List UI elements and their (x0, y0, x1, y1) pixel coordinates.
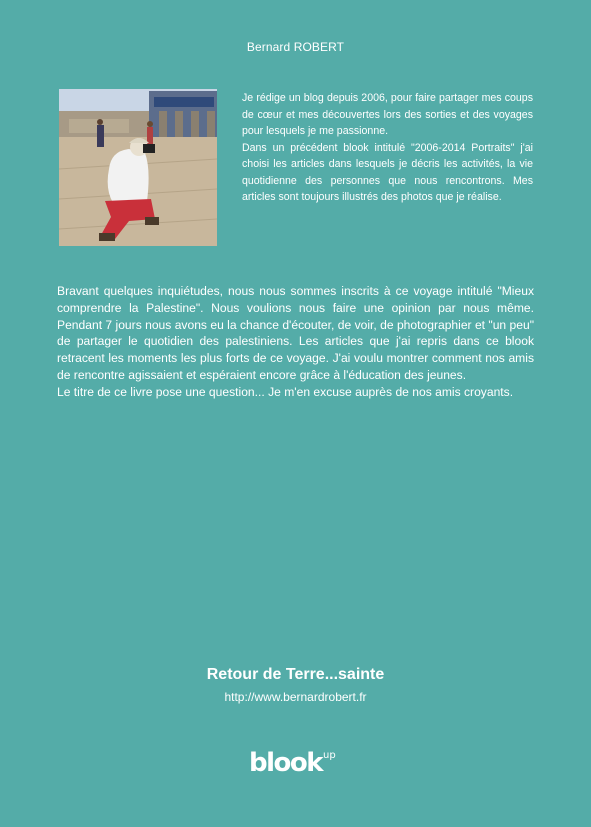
summary-paragraph: Bravant quelques inquiétudes, nous nous sommes inscrits à ce voyage intitulé "Mieux comprendre la Palestine". Nous voulions nous faire une opinion par nous même. Pendant 7 jours nous avons eu la chance d'écouter, de voir, de photographier et "un peu" de partager le quotidien des palestiniens. Les articles que j'ai repris dans ce blook retracent les moments les plus forts de ce voyage. J'ai voulu montrer comment nos amis de rencontre agissaient et espéraient encore grâce à l'éducation des jeunes. (57, 284, 534, 382)
author-photo (59, 89, 217, 246)
book-summary (57, 283, 534, 401)
bio-paragraph: Je rédige un blog depuis 2006, pour faire partager mes coups de cœur et mes découvertes lors des sorties et des voyages pour lesquels je me passionne. (242, 92, 533, 137)
book-title: Retour de Terre...sainte (206, 666, 385, 683)
logo-superscript: up (323, 750, 336, 761)
logo-text: blook (249, 748, 323, 778)
bio-paragraph: Dans un précédent blook intitulé "2006-2014 Portraits" j'ai choisi les articles dans lesquels je décris les activités, la vie quotidienne des personnes que nous rencontrons. Mes articles sont toujours illustrés des photos que je réalise. (242, 141, 533, 203)
blookup-logo (249, 748, 335, 784)
website-url[interactable]: http://www.bernardrobert.fr (224, 690, 367, 704)
author-name: Bernard ROBERT (246, 40, 345, 54)
summary-paragraph: Le titre de ce livre pose une question... Je m'en excuse auprès de nos amis croyants. (57, 384, 514, 399)
author-bio (242, 90, 533, 206)
